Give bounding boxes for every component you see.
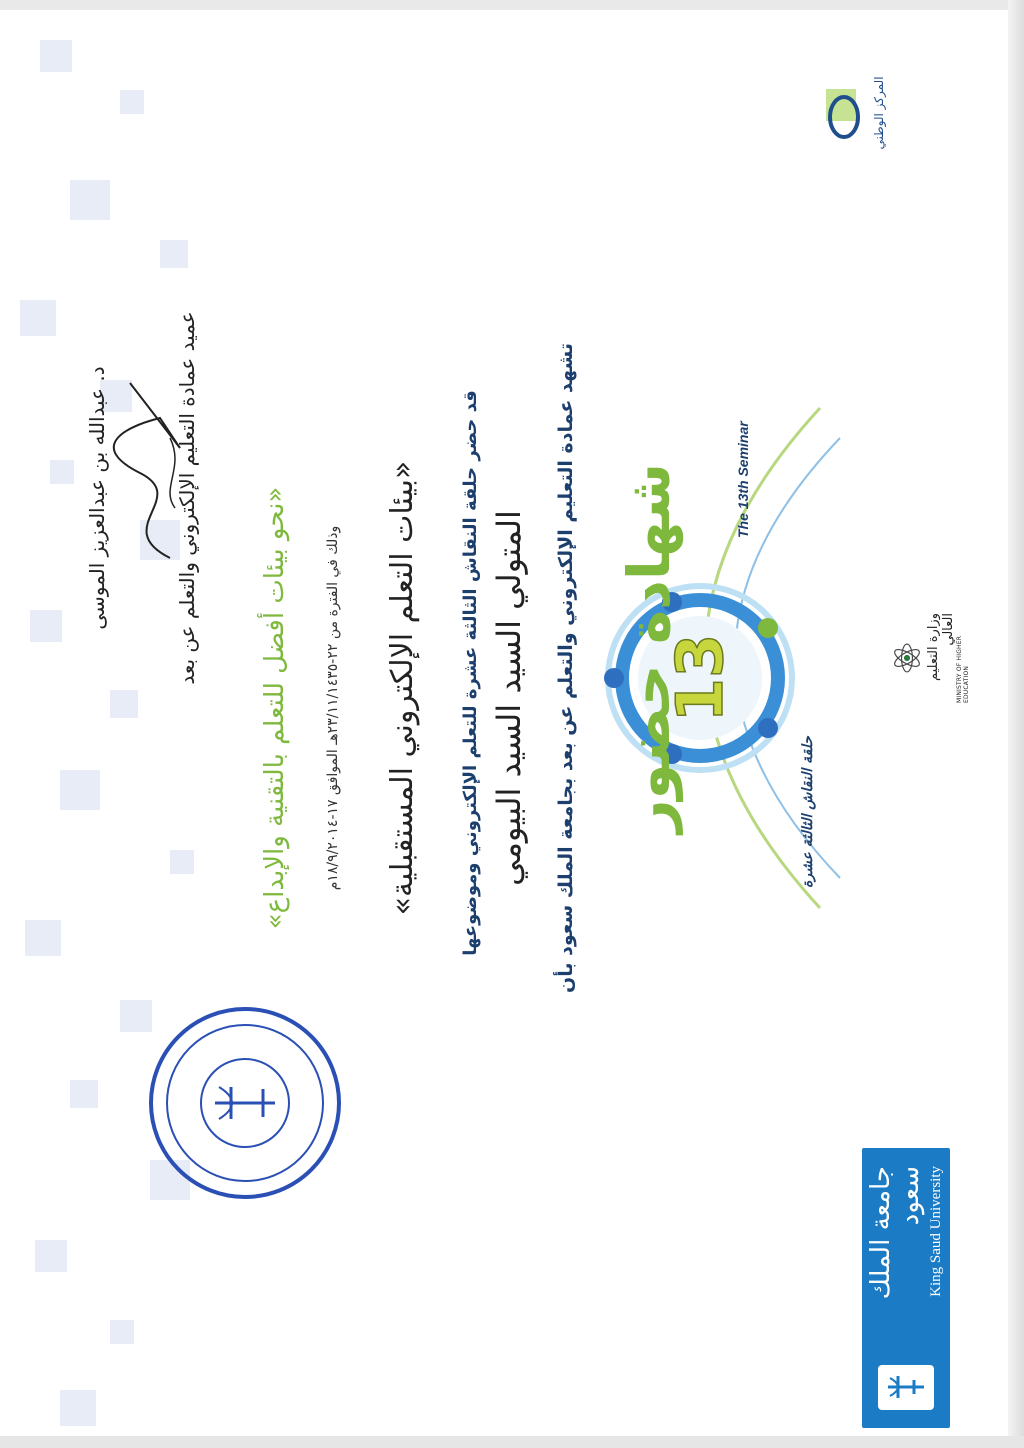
signatory-name: د. عبدالله بن عبدالعزيز الموسى: [85, 366, 109, 630]
handwritten-signature: [100, 368, 200, 568]
seminar-motto: «نحو بيئات أفضل للتعلم بالتقنية والإبداع»: [260, 486, 290, 930]
university-name-en: King Saud University: [928, 1166, 945, 1297]
national-center-icon: [820, 83, 870, 143]
seminar-label-ar: حلقة النقاش الثالثة عشرة: [800, 736, 816, 888]
university-name-ar: جامعة الملك سعود: [865, 1166, 925, 1300]
university-badge: [862, 1148, 950, 1428]
ministry-name-ar: وزارة التعليم العالي: [926, 613, 956, 682]
certificate-title: شهادة حضور: [615, 463, 683, 834]
seminar-topic: «بيئات التعلم الإلكتروني المستقبلية»: [385, 460, 420, 916]
official-stamp: [145, 1003, 345, 1203]
national-center-name-ar: المركز الوطني: [872, 76, 886, 150]
national-center-logo: [820, 68, 900, 158]
signatory-title: عميد عمادة التعليم الإلكتروني والتعلم عن بعد: [175, 311, 199, 685]
seminar-logo-number: 13: [664, 633, 738, 723]
certificate-intro: تشهد عمادة التعليم الإلكتروني والتعلم عن بعد بجامعة الملك سعود بأن: [555, 343, 577, 993]
ministry-name-en: MINISTRY OF HIGHER EDUCATION: [956, 635, 970, 703]
university-crest-icon: [878, 1365, 934, 1410]
recipient-name: المتولي السيد السيد البيومي: [490, 510, 528, 886]
attendance-statement: قد حضر حلقة النقاش الثالثة عشرة للتعلم الإلكتروني وموضوعها: [460, 390, 481, 956]
seminar-date: وذلك في الفترة من ٢٢-٢٣/١١/١٤٣٥هـ الموافق ١٧-١٨/٩/٢٠١٤م: [325, 525, 341, 891]
seminar-label-en: The 13th Seminar: [735, 421, 751, 538]
